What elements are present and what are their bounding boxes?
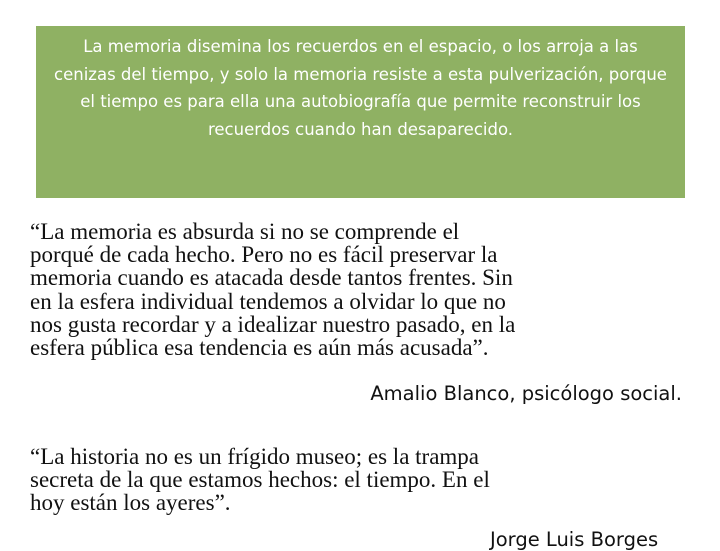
quote-blanco: “La memoria es absurda si no se comprende el porqué de cada hecho. Pero no es fácil preservar la memoria cuando es atacada desde tantos frentes. Sin en la esfera individual tendemos a olvidar lo que no nos gusta recordar y a idealizar nuestro pasado, en la esfera pública esa tendencia es aún más acusada”. bbox=[30, 219, 516, 361]
attribution-borges: Jorge Luis Borges bbox=[490, 528, 659, 551]
highlight-box bbox=[36, 26, 685, 198]
quote-borges: “La historia no es un frígido museo; es la trampa secreta de la que estamos hechos: el tiempo. En el hoy están los ayeres”. bbox=[30, 444, 490, 516]
attribution-blanco: Amalio Blanco, psicólogo social. bbox=[370, 382, 682, 405]
highlight-box-text: La memoria disemina los recuerdos en el espacio, o los arroja a las cenizas del tiempo, y solo la memoria resiste a esta pulverización, porque el tiempo es para ella una autobiografía que permite reconstruir los recuerdos cuando han desaparecido. bbox=[54, 37, 667, 139]
